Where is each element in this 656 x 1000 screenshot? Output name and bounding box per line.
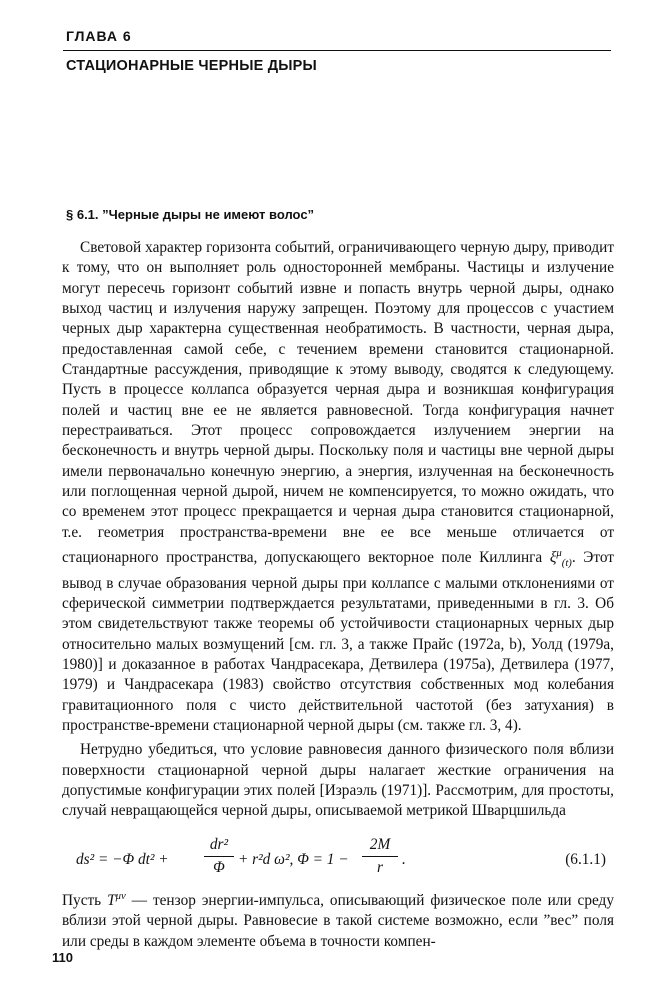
fraction-numerator: dr² xyxy=(209,836,229,853)
paragraph-1-part-2: . Этот вывод в случае образования черной дыры при коллапсе с малыми отклонениями от сферической симметрии подтверждается результатами, приведенными в гл. 3. Об этом свидетельствуют также теоремы об устойчивости стационарных черных дыр относительно малых возмущений [см. гл. 3, а также Прайс (1972a, b), Уолд (1979a, 1980)] и доказанное в работах Чандрасекара, Детвилера (1975a), Детвилера (1977, 1979) и Чандрасекара (1983) свойство отсутствия собственных мод колебания гравитационного поля с чисто действительной частотой (без затухания) в пространстве-времени стационарной черной дыры (см. также гл. 3, 4). xyxy=(62,549,614,735)
fraction-denominator: Φ xyxy=(213,859,225,876)
fraction-bar xyxy=(362,856,398,857)
equation-6-1-1 xyxy=(62,836,614,882)
header-rule xyxy=(63,50,611,51)
fraction-2m-r xyxy=(362,836,398,877)
paragraph-2: Нетрудно убедиться, что условие равновесия данного физического поля вблизи поверхности стационарной черной дыры налагает жесткие ограничения на допустимые конфигурации этих полей [Израэль (1971)]. Рассмотрим, для простоты, случай невращающейся черной дыры, описываемой метрикой Шварцшильда xyxy=(62,741,614,820)
fraction-bar xyxy=(204,856,234,857)
fraction-dr-phi xyxy=(204,836,234,877)
equation-middle: + r²d ω², Φ = 1 − xyxy=(238,851,349,868)
body-text xyxy=(62,238,614,822)
section-title: § 6.1. ”Черные дыры не имеют волос” xyxy=(66,207,315,222)
tensor-symbol: $T^{\mu\nu}$ xyxy=(107,890,126,910)
chapter-title: СТАЦИОНАРНЫЕ ЧЕРНЫЕ ДЫРЫ xyxy=(66,58,317,74)
equation-end: . xyxy=(402,851,406,868)
chapter-label: ГЛАВА 6 xyxy=(66,28,132,44)
page-number: 110 xyxy=(52,950,73,965)
killing-vector: $\xi^\mu_{(t)}$ xyxy=(549,547,572,570)
fraction-numerator: 2M xyxy=(369,836,391,853)
paragraph-3: Пусть $T^{\mu\nu}$ — тензор энергии-импульса, описывающий физическое поле или среду вблизи этой черной дыры. Равновесие в такой системе возможно, если ”вес” поля или среды в каждом элементе объема в точности компен- xyxy=(62,890,614,950)
body-text-continued xyxy=(62,886,614,952)
paragraph-1 xyxy=(62,238,614,736)
paragraph-1-part-1: Световой характер горизонта событий, ограничивающего черную дыру, приводит к тому, что он выполняет роль односторонней мембраны. Частицы и излучение могут пересечь горизонт событий извне и попасть внутрь черной дыры, однако выход частиц и излучения наружу запрещен. Поэтому для процессов с участием черных дыр характерна существенная необратимость. В частности, черная дыра, предоставленная самой себе, с течением времени становится стационарной. Стандартные рассуждения, приводящие к этому выводу, сводятся к следующему. Пусть в процессе коллапса образуется черная дыра и возникшая конфигурация полей и частиц вне ее не является равновесной. Тогда конфигурация начнет перестраиваться. Этот процесс сопровождается излучением энергии на бесконечность и внутрь черной дыры. Поскольку поля и частицы вне черной дыры имели первоначально конечную энергию, а энергия, излученная на бесконечность или поглощенная черной дырой, ничем не компенсируется, то можно ожидать, что со временем этот процесс прекращается и черная дыра становится стационарной, т.е. геометрия пространства-времени вне ее все меньше отличается от стационарного пространства, допускающего векторное поле Киллинга xyxy=(62,239,614,567)
fraction-denominator: r xyxy=(377,859,383,876)
equation-number: (6.1.1) xyxy=(565,851,606,868)
equation-lhs: ds² = −Φ dt² + xyxy=(76,851,169,868)
